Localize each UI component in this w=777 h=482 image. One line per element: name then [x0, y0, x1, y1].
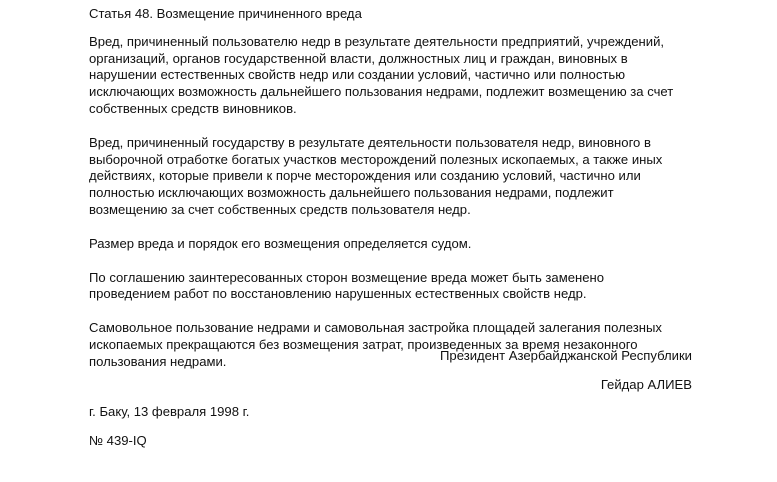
paragraph-line: Вред, причиненный пользователю недр в результате деятельности предприятий, учреждений, — [89, 33, 665, 49]
article-body — [89, 6, 759, 388]
paragraph-line: пользования недрами. — [89, 353, 227, 369]
paragraph-line: выборочной отработке богатых участков месторождений полезных ископаемых, а также иных — [89, 151, 663, 167]
paragraph-line: По соглашению заинтересованных сторон возмещение вреда может быть заменено — [89, 269, 605, 285]
place-and-date: г. Баку, 13 февраля 1998 г. — [89, 404, 250, 419]
paragraph-line: ископаемых прекращаются без возмещения затрат, произведенных за время незаконного — [89, 336, 638, 352]
paragraph-3 — [89, 236, 759, 253]
paragraph-line: Вред, причиненный государству в результате деятельности пользователя недр, виновного в — [89, 134, 651, 150]
paragraph-1 — [89, 34, 759, 118]
paragraph-line: возмещению за счет собственных средств пользователя недр. — [89, 201, 471, 217]
paragraph-line: Самовольное пользование недрами и самовольная застройка площадей залегания полезных — [89, 320, 662, 336]
signatory-name: Гейдар АЛИЕВ — [600, 377, 692, 392]
paragraph-2 — [89, 135, 759, 219]
paragraph-line: нарушении естественных свойств недр или создании условий, частично или полностью — [89, 67, 626, 83]
paragraph-line: полностью исключающих возможность дальнейшего пользования недрами, подлежит — [89, 185, 614, 201]
document-number: № 439-IQ — [89, 433, 147, 448]
paragraph-line: собственных средств виновников. — [89, 100, 297, 116]
paragraph-line: действиях, которые привели к порче месторождения или созданию условий, частично или — [89, 168, 641, 184]
paragraph-line: Размер вреда и порядок его возмещения определяется судом. — [89, 235, 472, 251]
paragraph-line: проведением работ по восстановлению нарушенных естественных свойств недр. — [89, 286, 587, 302]
paragraph-4 — [89, 270, 759, 304]
paragraph-line: организаций, органов государственной власти, должностных лиц и граждан, виновных в — [89, 50, 628, 66]
paragraph-line: исключающих возможность дальнейшего пользования недрами, подлежит возмещению за счет — [89, 84, 674, 100]
signatory-position: Президент Азербайджанской Республики — [440, 348, 692, 363]
article-heading: Статья 48. Возмещение причиненного вреда — [89, 6, 362, 21]
